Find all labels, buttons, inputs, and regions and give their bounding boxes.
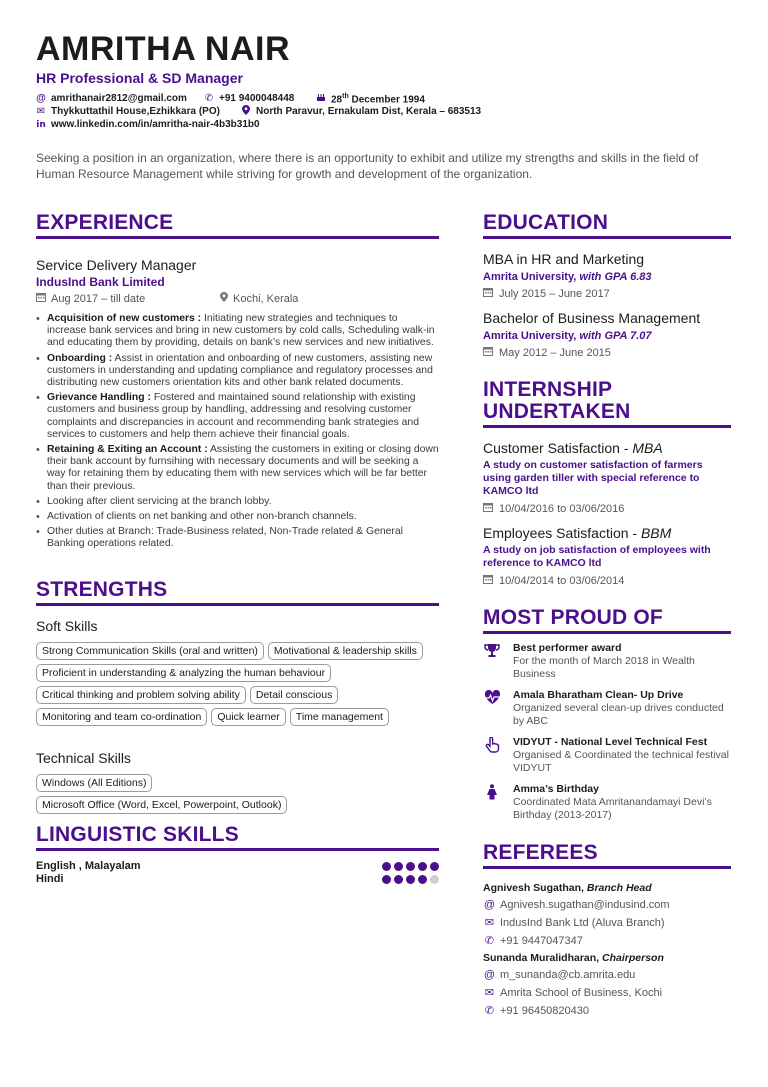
language-name: Hindi xyxy=(36,873,64,886)
skill-tag: Microsoft Office (Word, Excel, Powerpoint, Outlook) xyxy=(36,796,287,814)
envelope-icon: ✉ xyxy=(484,987,495,999)
skill-tag: Detail conscious xyxy=(250,686,338,704)
technical-skills-tags xyxy=(36,774,439,792)
at-icon: @ xyxy=(483,899,496,911)
language-row xyxy=(36,873,439,886)
linguistic-section xyxy=(36,824,439,886)
proud-section xyxy=(483,607,731,822)
award-title: Amma’s Birthday xyxy=(513,783,599,795)
experience-heading: EXPERIENCE xyxy=(36,211,174,234)
calendar-icon xyxy=(483,346,493,359)
proud-item xyxy=(483,783,731,822)
level-dot-filled xyxy=(418,875,427,884)
proud-item xyxy=(483,689,731,728)
award-title: Best performer award xyxy=(513,642,622,654)
phone-icon: ✆ xyxy=(204,93,214,104)
internship-item xyxy=(483,440,731,515)
skill-tag: Time management xyxy=(290,708,389,726)
calendar-icon xyxy=(483,574,493,587)
award-description: Coordinated Mata Amritanandamayi Devi’s Birthday (2013-2017) xyxy=(513,796,712,821)
summary-text: Seeking a position in an organization, where there is an opportunity to exhibit and utilize my strengths and skills in the field of Human Resource Management while striving for growth and development of the organization. xyxy=(36,151,699,181)
skill-tag: Quick learner xyxy=(211,708,285,726)
award-description: For the month of March 2018 in Wealth Business xyxy=(513,655,695,680)
referee-email[interactable]: @ m_sunanda@cb.amrita.edu xyxy=(483,969,636,981)
at-icon: @ xyxy=(36,93,46,104)
calendar-icon xyxy=(483,287,493,300)
proud-item xyxy=(483,736,731,775)
section-divider xyxy=(483,866,731,869)
level-dot-filled xyxy=(382,862,391,871)
referee-org: ✉ IndusInd Bank Ltd (Aluva Branch) xyxy=(484,917,665,929)
degree-name: Bachelor of Business Management xyxy=(483,310,701,326)
skill-tag: Windows (All Editions) xyxy=(36,774,152,792)
bullet-item: • Activation of clients on net banking and other non-branch channels. xyxy=(36,511,439,523)
internship-description: A study on job satisfaction of employees with reference to KAMCO ltd xyxy=(483,544,711,569)
referee-phone: ✆ +91 96450820430 xyxy=(484,1005,590,1017)
referee-name: Sunanda Muralidharan, Chairperson xyxy=(483,952,664,964)
internship-title: Customer Satisfaction - MBA xyxy=(483,440,663,456)
degree-name: MBA in HR and Marketing xyxy=(483,251,645,267)
institution: Amrita University, with GPA 7.07 xyxy=(483,330,652,342)
email-text: amrithanair2812@gmail.com xyxy=(51,93,187,104)
section-divider xyxy=(36,848,439,851)
level-dot-filled xyxy=(418,862,427,871)
calendar-icon xyxy=(483,502,493,515)
internship-dates: 10/04/2016 to 03/06/2016 xyxy=(483,502,731,515)
education-item xyxy=(483,251,731,300)
candidate-title: HR Professional & SD Manager xyxy=(36,70,243,86)
address2-text: North Paravur, Ernakulam Dist, Kerala – 683513 xyxy=(256,106,482,117)
calendar-icon xyxy=(36,292,46,305)
strengths-heading: STRENGTHS xyxy=(36,577,168,601)
linkedin-contact[interactable] xyxy=(36,119,260,131)
level-dot-filled xyxy=(430,862,439,871)
bullet-item: • Grievance Handling : Fostered and maintained sound relationship with existing customers and business group by handling, addressing and resolving customer complaints and discrepancies in account and recommending bank strategies and services to customers and help them achieve their financial goals. xyxy=(36,392,439,441)
referee-item xyxy=(483,951,731,1019)
linkedin-text: www.linkedin.com/in/amritha-nair-4b3b31b0 xyxy=(51,119,260,130)
proud-heading: MOST PROUD OF xyxy=(483,606,663,629)
candidate-name: AMRITHA NAIR xyxy=(36,30,291,68)
institution: Amrita University, with GPA 6.83 xyxy=(483,271,652,283)
level-dot-filled xyxy=(406,862,415,871)
birthday-cake-icon xyxy=(316,92,326,106)
left-column xyxy=(36,212,439,886)
referee-email[interactable]: @ Agnivesh.sugathan@indusind.com xyxy=(483,899,670,911)
internship-description: A study on customer satisfaction of farmers using garden tiller with special reference to KAMCO ltd xyxy=(483,459,703,497)
language-row xyxy=(36,860,439,873)
language-level xyxy=(382,875,439,884)
section-divider xyxy=(483,425,731,428)
education-item xyxy=(483,310,731,359)
phone-icon: ✆ xyxy=(484,935,495,947)
soft-skills-tags xyxy=(36,642,439,726)
skill-tag: Strong Communication Skills (oral and written) xyxy=(36,642,264,660)
proud-item xyxy=(483,642,731,681)
experience-section xyxy=(36,212,439,551)
trophy-icon xyxy=(483,642,501,681)
section-divider xyxy=(36,603,439,606)
soft-skills-title: Soft Skills xyxy=(36,617,98,634)
education-heading: EDUCATION xyxy=(483,211,609,234)
female-icon xyxy=(483,783,501,822)
referee-item xyxy=(483,881,731,949)
internship-section xyxy=(483,379,731,587)
bullet-item: • Other duties at Branch: Trade-Business related, Non-Trade related & General Banking operations related. xyxy=(36,526,439,550)
skill-tag: Critical thinking and problem solving ability xyxy=(36,686,246,704)
level-dot-filled xyxy=(394,862,403,871)
address-line2 xyxy=(241,106,481,118)
award-title: VIDYUT - National Level Technical Fest xyxy=(513,736,708,748)
level-dot-filled xyxy=(382,875,391,884)
phone-contact xyxy=(204,93,316,105)
section-divider xyxy=(36,236,439,239)
referee-org: ✉ Amrita School of Business, Kochi xyxy=(484,987,663,999)
job-dates: Aug 2017 – till date xyxy=(36,292,220,305)
education-dates: July 2015 – June 2017 xyxy=(483,287,731,300)
level-dot-filled xyxy=(406,875,415,884)
address-line1 xyxy=(36,106,241,118)
strengths-section xyxy=(36,579,439,814)
level-dot-empty xyxy=(430,875,439,884)
skill-tag: Motivational & leadership skills xyxy=(268,642,423,660)
referee-name: Agnivesh Sugathan, Branch Head xyxy=(483,882,652,894)
award-description: Organized several clean-up drives conducted by ABC xyxy=(513,702,724,727)
skill-tag: Proficient in understanding & analyzing the human behaviour xyxy=(36,664,331,682)
internship-dates: 10/04/2014 to 03/06/2014 xyxy=(483,574,731,587)
section-divider xyxy=(483,236,731,239)
heartbeat-icon xyxy=(483,689,501,728)
bullet-item: • Looking after client servicing at the branch lobby. xyxy=(36,496,439,508)
internship-heading: INTERNSHIP UNDERTAKEN xyxy=(483,378,631,423)
experience-bullets xyxy=(36,313,439,551)
internship-item xyxy=(483,525,731,587)
email-contact[interactable] xyxy=(36,93,204,105)
education-dates: May 2012 – June 2015 xyxy=(483,346,731,359)
hand-pointer-icon xyxy=(483,736,501,775)
job-location: Kochi, Kerala xyxy=(220,292,298,305)
bullet-item: • Onboarding : Assist in orientation and onboarding of new customers, assisting new customers in understanding and updating compliance and regulatory processes and distributing new customers orientation kits and other bank related documents. xyxy=(36,353,439,390)
language-name: English , Malayalam xyxy=(36,860,141,873)
technical-skills-title: Technical Skills xyxy=(36,749,131,766)
referee-phone: ✆ +91 9447047347 xyxy=(484,935,583,947)
company-name: IndusInd Bank Limited xyxy=(36,275,165,289)
at-icon: @ xyxy=(483,969,496,981)
linkedin-icon: in xyxy=(36,120,46,130)
resume-header xyxy=(36,30,736,131)
map-marker-icon xyxy=(241,105,251,119)
map-marker-icon xyxy=(220,292,228,305)
address1-text: Thykkuttathil House,Ezhikkara (PO) xyxy=(51,106,220,117)
internship-title: Employees Satisfaction - BBM xyxy=(483,525,672,541)
skill-tag: Monitoring and team co-ordination xyxy=(36,708,207,726)
bullet-item: • Retaining & Exiting an Account : Assisting the customers in exiting or closing down their bank account by furnsihing with necessary documents and will be seeking a way for retaining them by educating them with new services which will be far better than their previous. xyxy=(36,444,439,493)
phone-icon: ✆ xyxy=(484,1005,495,1017)
language-level xyxy=(382,862,439,871)
envelope-icon: ✉ xyxy=(36,106,46,117)
referees-section xyxy=(483,842,731,1019)
right-column xyxy=(483,212,731,1019)
award-title: Amala Bharatham Clean- Up Drive xyxy=(513,689,684,701)
level-dot-filled xyxy=(394,875,403,884)
envelope-icon: ✉ xyxy=(484,917,495,929)
phone-text: +91 9400048448 xyxy=(219,93,295,104)
bullet-item: • Acquisition of new customers : Initiating new strategies and techniques to increase bank services and bring in new customers by cold calls, Scheduling walk-in and educating them by providing, details on bank’s new services and new initiatives. xyxy=(36,313,439,350)
job-title: Service Delivery Manager xyxy=(36,257,197,273)
dob-text: 28th December 1994 xyxy=(331,93,425,106)
education-section xyxy=(483,212,731,359)
award-description: Organised & Coordinated the technical festival VIDYUT xyxy=(513,749,729,774)
section-divider xyxy=(483,631,731,634)
referees-heading: REFEREES xyxy=(483,841,598,864)
dob-contact xyxy=(316,93,425,105)
technical-skills-tags xyxy=(36,796,439,814)
linguistic-heading: LINGUISTIC SKILLS xyxy=(36,822,239,846)
